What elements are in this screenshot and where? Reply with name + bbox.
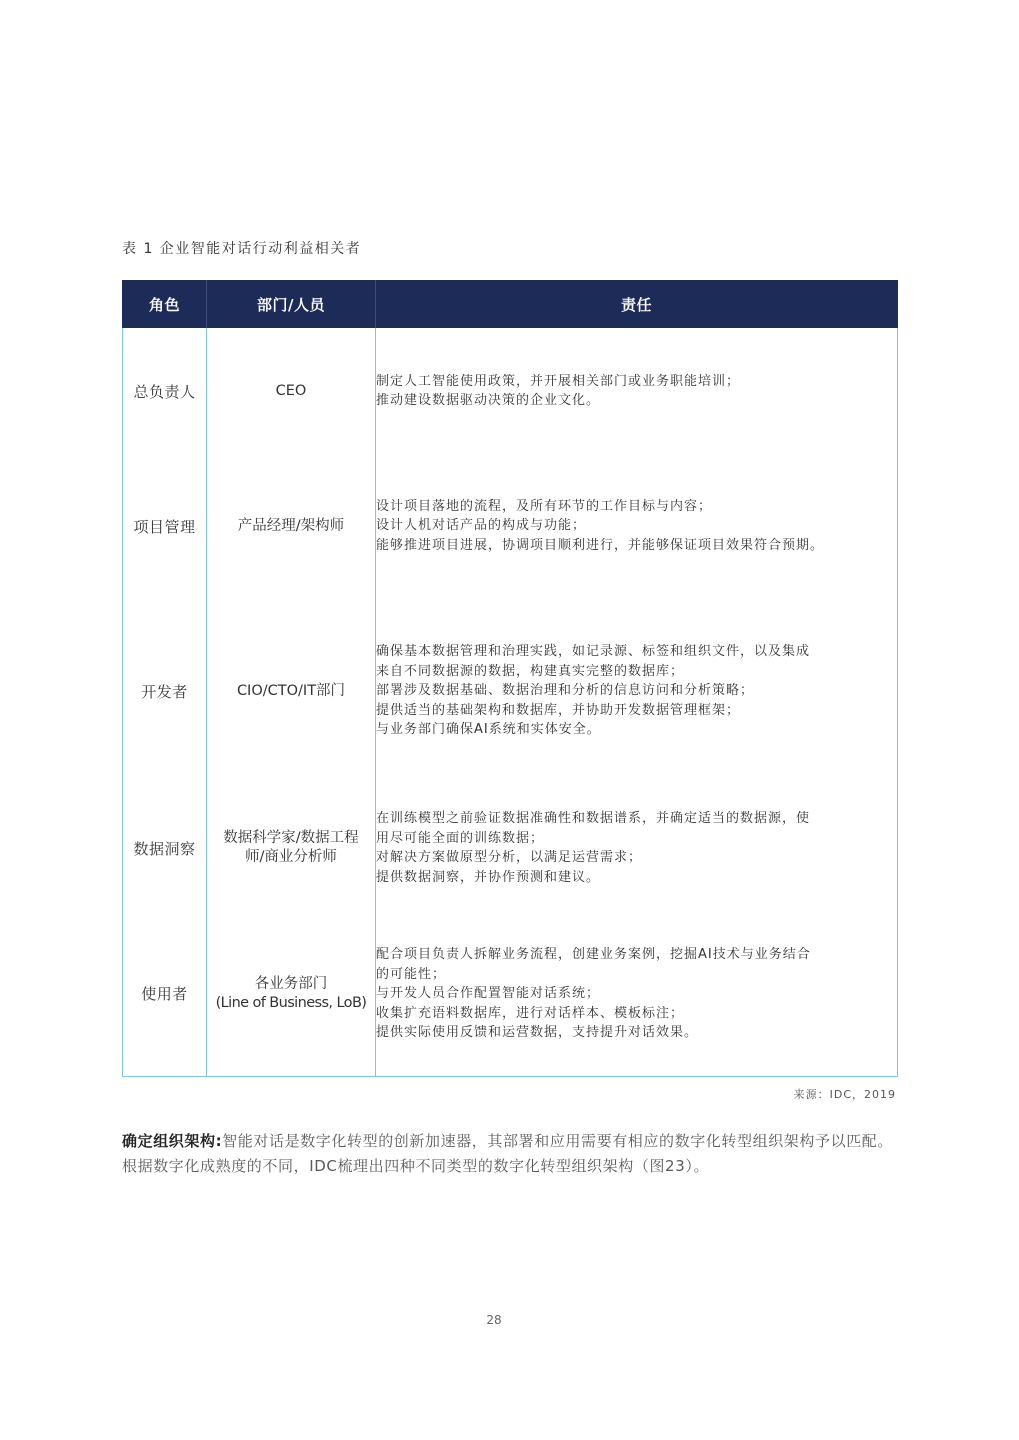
department-cell xyxy=(207,784,376,912)
page-number: 28 xyxy=(486,1313,502,1327)
header-row xyxy=(123,280,898,328)
role-cell xyxy=(123,328,207,454)
role-cell xyxy=(123,784,207,912)
responsibility-line: 能够推进项目进展，协调项目顺利进行，并能够保证项目效果符合预期。 xyxy=(376,537,825,553)
department-line: 数据科学家/数据工程 xyxy=(223,830,359,846)
department-cell xyxy=(207,454,376,598)
responsibility-cell xyxy=(376,454,898,598)
table-row xyxy=(123,598,898,784)
responsibility-line: 设计项目落地的流程，及所有环节的工作目标与内容； xyxy=(376,498,713,514)
responsibility-cell xyxy=(376,328,898,454)
responsibility-line: 提供适当的基础架构和数据库，并协助开发数据管理框架； xyxy=(376,702,741,718)
paragraph-text-1: 智能对话是数字化转型的创新加速器，其部署和应用需要有相应的数字化转型组织架构予以匹配。 xyxy=(222,1132,894,1150)
source-note: 来源：IDC，2019 xyxy=(793,1088,896,1101)
responsibility-line: 提供数据洞察，并协作预测和建议。 xyxy=(376,869,601,885)
department-line: 产品经理/架构师 xyxy=(237,517,345,534)
paragraph-line-2: 根据数字化成熟度的不同，IDC梳理出四种不同类型的数字化转型组织架构（图23）。 xyxy=(122,1157,710,1175)
paragraph-line-1 xyxy=(122,1129,912,1154)
role-cell xyxy=(123,912,207,1076)
role-label: 总负责人 xyxy=(133,382,196,401)
role-cell xyxy=(123,454,207,598)
responsibility-cell xyxy=(376,912,898,1076)
role-label: 使用者 xyxy=(141,985,188,1004)
body-paragraph xyxy=(122,1129,912,1179)
table-row xyxy=(123,912,898,1076)
stakeholders-table xyxy=(122,280,898,1077)
table-caption: 表 1 企业智能对话行动利益相关者 xyxy=(122,241,362,257)
responsibility-line: 制定人工智能使用政策，并开展相关部门或业务职能培训； xyxy=(376,373,741,389)
table-row xyxy=(123,784,898,912)
responsibility-line: 设计人机对话产品的构成与功能； xyxy=(376,518,587,534)
department-cell xyxy=(207,912,376,1076)
responsibility-cell xyxy=(376,784,898,912)
responsibility-line: 与开发人员合作配置智能对话系统； xyxy=(376,986,601,1001)
role-label: 数据洞察 xyxy=(133,839,196,858)
header-department: 部门/人员 xyxy=(207,280,376,328)
table-row xyxy=(123,328,898,454)
responsibility-line: 的可能性； xyxy=(376,966,447,982)
table-body xyxy=(123,328,898,1076)
responsibility-line: 用尽可能全面的训练数据； xyxy=(376,830,545,846)
responsibility-line: 推动建设数据驱动决策的企业文化。 xyxy=(376,393,601,408)
paragraph-label: 确定组织架构: xyxy=(122,1132,223,1150)
responsibility-line: 部署涉及数据基础、数据治理和分析的信息访问和分析策略； xyxy=(376,683,755,699)
department-line: CIO/CTO/IT部门 xyxy=(236,682,346,699)
department-line: (Line of Business, LoB) xyxy=(215,994,367,1011)
header-role: 角色 xyxy=(123,280,207,328)
table-row xyxy=(123,454,898,598)
department-line: 师/商业分析师 xyxy=(245,849,337,865)
role-cell xyxy=(123,598,207,784)
responsibility-line: 收集扩充语料数据库，进行对话样本、模板标注； xyxy=(376,1005,685,1021)
responsibility-line: 与业务部门确保AI系统和实体安全。 xyxy=(376,722,601,738)
role-label: 开发者 xyxy=(141,682,188,701)
responsibility-line: 来自不同数据源的数据，构建真实完整的数据库； xyxy=(376,663,685,679)
header-responsibility: 责任 xyxy=(376,280,898,328)
table-header xyxy=(123,280,898,328)
department-line: CEO xyxy=(275,382,307,399)
department-line: 各业务部门 xyxy=(254,975,328,992)
role-label: 项目管理 xyxy=(133,517,196,536)
responsibility-line: 在训练模型之前验证数据准确性和数据谱系，并确定适当的数据源，使 xyxy=(376,811,811,826)
responsibility-line: 对解决方案做原型分析，以满足运营需求； xyxy=(376,850,643,865)
department-cell xyxy=(207,598,376,784)
responsibility-cell xyxy=(376,598,898,784)
department-cell xyxy=(207,328,376,454)
responsibility-line: 配合项目负责人拆解业务流程，创建业务案例，挖掘AI技术与业务结合 xyxy=(376,947,811,962)
responsibility-line: 确保基本数据管理和治理实践，如记录源、标签和组织文件，以及集成 xyxy=(376,644,811,660)
responsibility-line: 提供实际使用反馈和运营数据，支持提升对话效果。 xyxy=(376,1025,699,1040)
